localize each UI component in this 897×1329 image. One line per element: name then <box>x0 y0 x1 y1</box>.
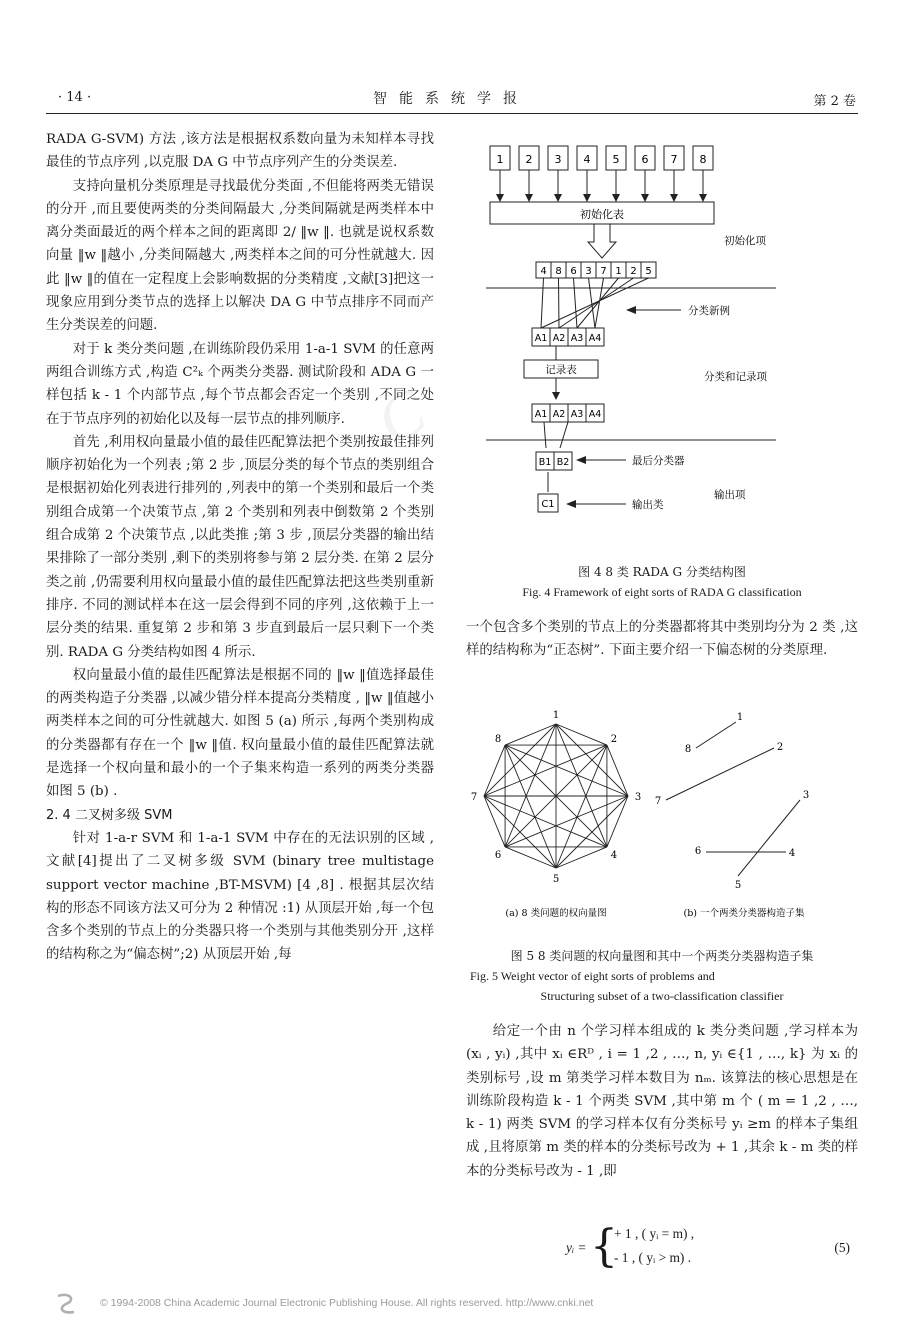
subset-node-label: 3 <box>802 790 810 801</box>
input-label: 2 <box>525 153 533 166</box>
classify-record-label: 分类和记录项 <box>704 371 767 383</box>
input-label: 7 <box>670 153 678 166</box>
classifier-label: A2 <box>552 333 566 344</box>
figure-5a-label: (a) 8 类问题的权向量图 <box>505 908 607 919</box>
journal-title: 智能系统学报 <box>373 91 529 107</box>
classifier-label: B2 <box>556 457 570 468</box>
arrow-left-icon <box>626 306 636 314</box>
record-table-label: 记录表 <box>545 364 577 376</box>
subset-node-label: 6 <box>694 846 702 857</box>
paragraph: 针对 1-a-r SVM 和 1-a-1 SVM 中存在的无法识别的区域 ,文献[4]提出了二叉树多级 SVM (binary tree multistage support vector machine ,BT-MSVM) [4 ,8] . 根据其层次结构的形态不同该方法又可分为 2 种情况 :1) 从顶层开始 ,每一个包含多个类别的节点上的分类器只将一个类别与其他类别分开 ,这样的结构称之为“偏态树”;2) 从顶层开始 ,每 <box>46 830 434 963</box>
equation-5 <box>556 1221 856 1274</box>
graph-node-label: 2 <box>610 734 618 746</box>
figure-5-caption-en: Fig. 5 Weight vector of eight sorts of problems and <box>470 969 715 983</box>
figure-5-diagram <box>470 700 860 930</box>
list-cell-label: 3 <box>585 266 592 277</box>
page-header <box>46 86 856 110</box>
third-layer <box>536 452 572 470</box>
right-column-top <box>466 616 858 663</box>
right-column-bottom <box>466 1020 858 1183</box>
equation-case-2: - 1 , ( yᵢ > m) . <box>614 1250 692 1265</box>
watermark: C <box>365 375 437 458</box>
subset-node-labels <box>655 712 809 891</box>
equation-case-1: + 1 , ( yᵢ = m) , <box>614 1226 695 1241</box>
paragraph: 首先 ,利用权向量最小值的最佳匹配算法把个类别按最佳排列顺序初始化为一个列表 ;第 2 步 ,顶层分类的每个节点的类别组合是根据初始化列表进行排列的 ,列表中的第一个类别和最后一个类别组合成第一个决策节点 ,第 2 个类别和列表中倒数第 2 个类别组合成第 2 个决策节点 ,以此类推 ;第 3 步 ,顶层分类器的输出结果排除了一部分类别 ,剩下的类别将参与第 2 层分类. 在第 2 层分类之前 ,仍需要利用权向量最小值的最佳匹配算法把这些类别重新排序. 不同的测试样本在这一层会得到不同的序列 ,这依赖于上一层分类的结果. 重复第 2 步和第 3 步直到最后一层只剩下一个类别. RADA G 分类结构如图 4 所示. <box>46 434 434 660</box>
page-footer <box>50 1292 850 1318</box>
header-rule <box>46 113 858 114</box>
figure-5-caption-en-2: Structuring subset of a two-classification classifier <box>540 989 784 1003</box>
second-layer <box>532 404 604 422</box>
equation-number: (5) <box>834 1240 850 1255</box>
init-table-label: 初始化表 <box>580 208 624 221</box>
init-item-label: 初始化项 <box>724 235 766 247</box>
complete-graph <box>484 724 628 868</box>
new-sample-label: 分类新例 <box>688 305 730 317</box>
subset-node-label: 5 <box>734 880 742 891</box>
first-layer <box>532 328 604 346</box>
list-cell-label: 7 <box>600 266 607 277</box>
brace-icon: { <box>590 1221 618 1272</box>
figure-5-caption-cn: 图 5 8 类问题的权向量图和其中一个两类分类器构造子集 <box>510 949 814 963</box>
output-item-label: 输出项 <box>714 489 746 501</box>
graph-node-label: 5 <box>552 874 560 885</box>
equation-lhs: yᵢ = <box>566 1240 587 1255</box>
input-label: 8 <box>699 153 707 166</box>
classifier-label: B1 <box>538 457 552 468</box>
input-label: 5 <box>612 153 620 166</box>
figure-4-diagram <box>476 142 856 562</box>
volume-label: 第 2 卷 <box>813 94 856 109</box>
classifier-label: A3 <box>570 333 584 344</box>
input-label: 4 <box>583 153 591 166</box>
figure-4-caption-cn: 图 4 8 类 RADA G 分类结构图 <box>578 565 746 579</box>
graph-node-label: 1 <box>552 710 560 721</box>
classifier-label: A1 <box>534 409 548 420</box>
classifier-label: A2 <box>552 409 566 420</box>
list-cell-label: 8 <box>555 266 562 277</box>
cnki-logo-icon <box>50 1292 84 1316</box>
input-label: 1 <box>496 153 504 166</box>
list-cell-label: 1 <box>615 266 622 277</box>
paragraph: RADA G-SVM) 方法 ,该方法是根据权系数向量为未知样本寻找最佳的节点序列 ,以克服 DA G 中节点序列产生的分类误差. <box>46 132 434 171</box>
arrow-down-icon <box>588 224 616 258</box>
subset-node-label: 1 <box>736 712 744 723</box>
input-label: 3 <box>554 153 562 166</box>
section-title: 2. 4 二叉树多级 SVM <box>46 807 173 823</box>
input-label: 6 <box>641 153 649 166</box>
ordered-list <box>536 262 656 278</box>
paragraph: 给定一个由 n 个学习样本组成的 k 类分类问题 ,学习样本为 (xᵢ , yᵢ) ,其中 xᵢ ∈Rᴰ , i = 1 ,2 , …, n, yᵢ ∈{1 , …, k} 为 xᵢ 的类别标号 ,设 m 第类学习样本数目为 nₘ. 该算法的核心思想是在训练阶段构造 k - 1 个两类 SVM ,其中第 m 个 ( m = 1 ,2 , …, k - 1) 两类 SVM 的学习样本仅有分类标号 yᵢ ≥m 的样本子集组成 ,且将原第 m 类的样本的分类标号改为 + 1 ,其余 k - m 类的样本的分类标号改为 - 1 ,即 <box>466 1024 858 1179</box>
graph-node-label: 3 <box>634 792 642 803</box>
paragraph: 权向量最小值的最佳匹配算法是根据不同的 ‖w ‖值选择最佳的两类构造子分类器 ,以减少错分样本提高分类精度 , ‖w ‖值越小两类样本之间的可分性就越大. 如图 5 (a) 所示 ,每两个类别构成的分类器都有存在一个 ‖w ‖值. 权向量最小值的最佳匹配算法就是选择一个权向量和最小的一个子集来构造一系列的两类分类器如图 5 (b) . <box>46 667 434 800</box>
output-class-label: 输出类 <box>632 499 664 511</box>
list-cell-label: 5 <box>645 266 652 277</box>
graph-node-label: 6 <box>494 849 502 861</box>
graph-node-label: 7 <box>470 792 478 803</box>
list-cell-label: 2 <box>630 266 637 277</box>
figure-4 <box>476 142 856 562</box>
paragraph: 对于 k 类分类问题 ,在训练阶段仍采用 1-a-1 SVM 的任意两两组合训练方式 ,构造 C²ₖ 个两类分类器. 测试阶段和 ADA G 一样包括 k - 1 个内部节点 ,每个节点都会否定一个类别 ,不同之处在于节点序列的初始化以及每一层节点的排列顺序. <box>46 341 434 427</box>
input-boxes <box>490 146 713 202</box>
subset-node-label: 8 <box>684 744 692 755</box>
subset-node-label: 7 <box>654 796 662 807</box>
left-column <box>46 128 434 967</box>
classifier-label: A4 <box>588 409 602 420</box>
graph-node-label: 8 <box>494 734 502 746</box>
list-cell-label: 6 <box>570 266 577 277</box>
figure-5b-label: (b) 一个两类分类器构造子集 <box>683 908 805 919</box>
output-node: C1 <box>541 499 555 510</box>
list-cell-label: 4 <box>540 266 547 277</box>
last-classifier-label: 最后分类器 <box>632 455 685 467</box>
copyright-text: © 1994-2008 China Academic Journal Electronic Publishing House. All rights reserved. http://www.cnki.net <box>100 1297 594 1309</box>
subset-node-label: 2 <box>776 742 784 753</box>
subset-node-label: 4 <box>788 848 796 859</box>
graph-node-label: 4 <box>610 849 618 861</box>
paragraph: 支持向量机分类原理是寻找最优分类面 ,不但能将两类无错误的分开 ,而且要使两类的分类间隔最大 ,分类间隔就是两类样本中离分类面最近的两个样本之间的距离即 2/ ‖w ‖. 也就是说权系数向量 ‖w ‖越小 ,分类间隔越大 ,两类样本之间的可分性就越大. 因此 ‖w ‖的值在一定程度上会影响数据的分类精度 ,文献[3]把这一现象应用到分类节点的选择上以解决 DA G 中节点排序不同而产生分类误差的问题. <box>46 178 434 334</box>
classifier-label: A4 <box>588 333 602 344</box>
figure-5 <box>470 700 860 930</box>
classifier-label: A3 <box>570 409 584 420</box>
page-number: · 14 · <box>58 90 92 105</box>
classifier-label: A1 <box>534 333 548 344</box>
figure-4-caption-en: Fig. 4 Framework of eight sorts of RADA G classification <box>522 585 802 599</box>
paragraph: 一个包含多个类别的节点上的分类器都将其中类别均分为 2 类 ,这样的结构称为“正态树”. 下面主要介绍一下偏态树的分类原理. <box>466 620 858 659</box>
